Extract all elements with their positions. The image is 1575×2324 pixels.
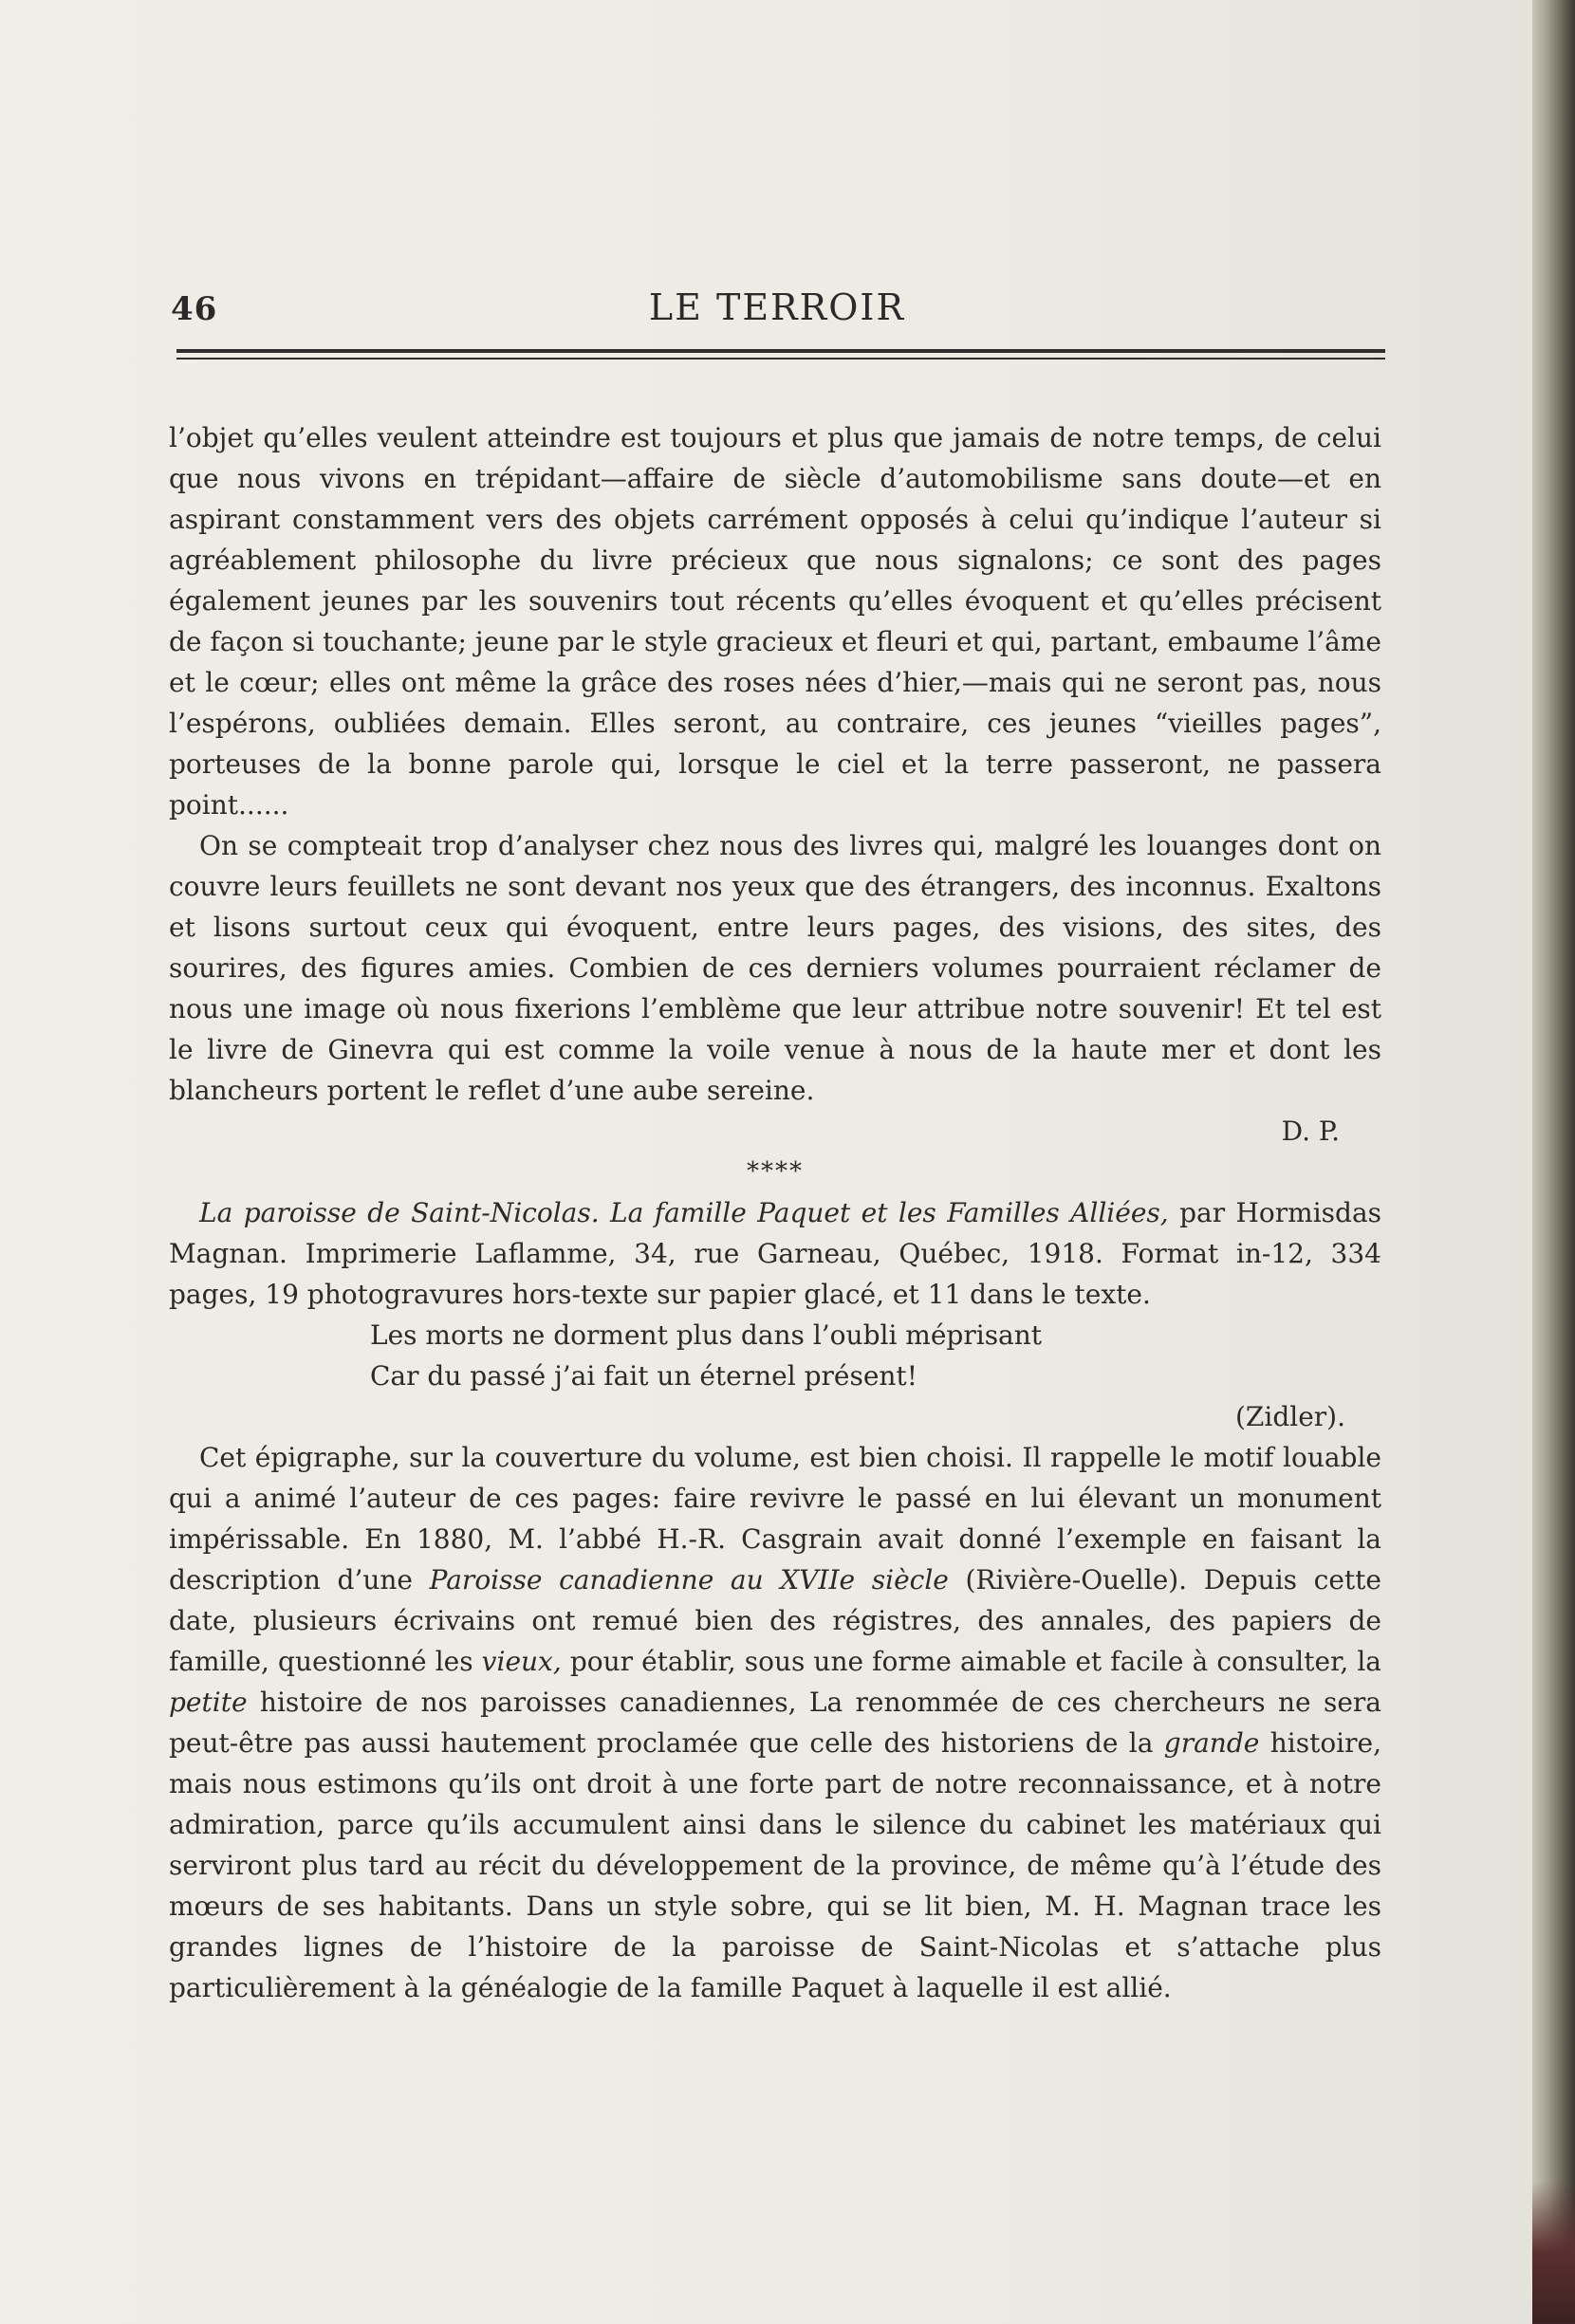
p3-italic-1: Paroisse canadienne au XVIIe siècle [429, 1564, 949, 1595]
paragraph-2: On se compteait trop d’analyser chez nous des livres qui, malgré les louanges dont on couvre leurs feuillets ne sont devant nos yeux que des étrangers, des inconnus. Exaltons et lisons surtout ceux qui évoquent, entre leurs pages, des visions, des sites, des sourires, des figures amies. Combien de ces derniers volumes pourraient réclamer de nous une image où nous fixerions l’emblème que leur attribue notre souvenir! Et tel est le livre de Ginevra qui est comme la voile venue à nous de la haute mer et dont les blancheurs portent le reflet d’une aube sereine. [169, 830, 1381, 1106]
header-rule-thin [176, 358, 1385, 360]
header-rule-thick [176, 349, 1385, 353]
book-cover-corner [1532, 2182, 1575, 2324]
page-number: 46 [171, 290, 218, 328]
verse-attribution: (Zidler). [1235, 1401, 1345, 1432]
signature: D. P. [1281, 1116, 1340, 1147]
page-edge-shadow [1532, 0, 1575, 2324]
section-separator: **** [747, 1157, 804, 1186]
body-text [169, 417, 1381, 2008]
verse-line-1: Les morts ne dorment plus dans l’oubli méprisant [370, 1319, 1043, 1351]
running-title: LE TERROIR [648, 286, 906, 328]
review-details: par Hormisdas Magnan. Imprimerie Laflamme, 34, rue Garneau, Québec, 1918. Format in-12, 334 pages, 19 photogravures hors-texte sur papier glacé, et 11 dans le texte. [169, 1197, 1382, 1310]
review-title-2: La famille Paquet et les Familles Alliées, [610, 1197, 1169, 1228]
review-citation [169, 1192, 1381, 1315]
p3-italic-2: vieux, [481, 1646, 562, 1677]
verse-line-2: Car du passé j’ai fait un éternel présent! [370, 1360, 917, 1392]
p3-part-d: histoire de nos paroisses canadiennes, La renommée de ces chercheurs ne sera peut-être pas aussi hautement proclamée que celle des historiens de la [169, 1687, 1381, 1759]
paragraph-1: l’objet qu’elles veulent atteindre est toujours et plus que jamais de notre temps, de celui que nous vivons en trépidant—affaire de siècle d’automobilisme sans doute—et en aspirant constamment vers des objets carrément opposés à celui qu’indique l’auteur si agréablement philosophe du livre précieux que nous signalons; ce sont des pages également jeunes par les souvenirs tout récents qu’elles évoquent et qu’elles précisent de façon si touchante; jeune par le style gracieux et fleuri et qui, partant, embaume l’âme et le cœur; elles ont même la grâce des roses nées d’hier,—mais qui ne seront pas, nous l’espérons, oubliées demain. Elles seront, au contraire, ces jeunes “vieilles pages”, porteuses de la bonne parole qui, lorsque le ciel et la terre passeront, ne passera point...... [169, 422, 1381, 821]
paragraph-3 [169, 1437, 1381, 2008]
p3-part-c: pour établir, sous une forme aimable et facile à consulter, la [561, 1646, 1382, 1677]
review-title-1: La paroisse de Saint-Nicolas. [199, 1197, 600, 1228]
page-header [171, 283, 1383, 340]
p3-part-a: Cet épigraphe, sur la couverture du volume, est bien choisi. Il rappelle le motif louable qui a animé l’auteur de ces pages: faire revivre le passé en lui élevant un monument impérissable. En 1880, M. l’abbé H.-R. Casgrain avait donné l’exemple en faisant la description d’une [169, 1442, 1381, 1595]
p3-part-e: histoire, mais nous estimons qu’ils ont droit à une forte part de notre reconnaissance, et à notre admiration, parce qu’ils accumulent ainsi dans le silence du cabinet les matériaux qui serviront plus tard au récit du développement de la province, de même qu’à l’étude des mœurs de ses habitants. Dans un style sobre, qui se lit bien, M. H. Magnan trace les grandes lignes de l’histoire de la paroisse de Saint-Nicolas et s’attache plus particulièrement à la généalogie de la famille Paquet à laquelle il est allié. [169, 1727, 1381, 2003]
p3-italic-4: grande [1163, 1727, 1260, 1759]
p3-italic-3: petite [169, 1687, 248, 1718]
p3-part-b: (Rivière-Ouelle). Depuis cette date, plusieurs écrivains ont remué bien des régistres, des annales, des papiers de famille, questionné les [169, 1564, 1381, 1677]
